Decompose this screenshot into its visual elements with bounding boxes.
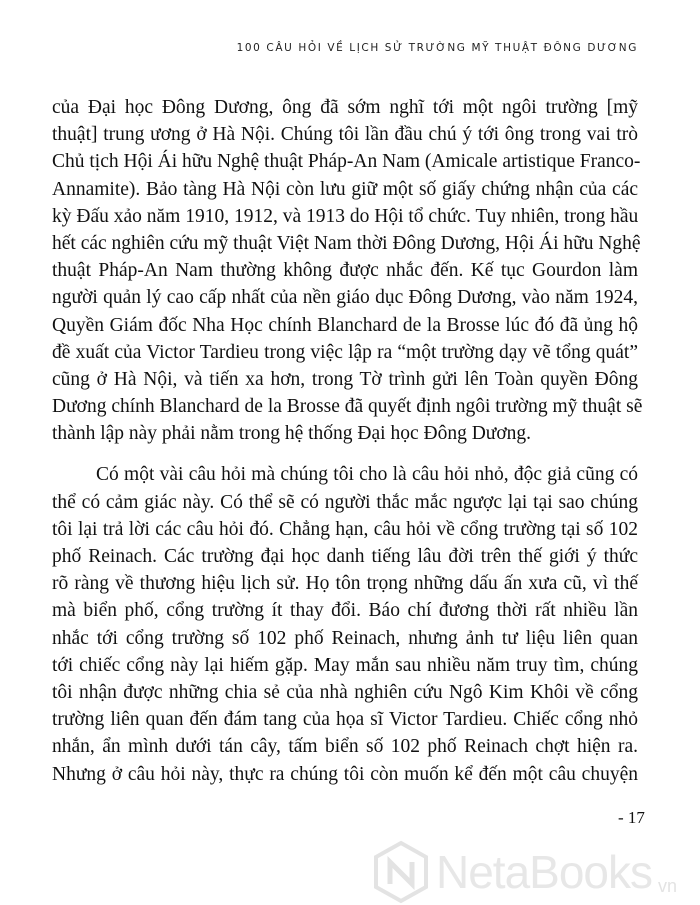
text-line: rõ ràng về thương hiệu lịch sử. Họ tôn trọng những dấu ấn xưa cũ, vì thế (52, 573, 638, 595)
text-line: thể có cảm giác này. Có thể sẽ có người thắc mắc ngược lại tại sao chúng (52, 491, 638, 513)
text-line: của Đại học Đông Dương, ông đã sớm nghĩ tới một ngôi trường [mỹ (52, 97, 638, 118)
text-line: thuật] trung ương ở Hà Nội. Chúng tôi lần đầu chú ý tới ông trong vai trò (52, 124, 638, 146)
text-line: mà biển phố, cổng trường ít thay đổi. Báo chí đương thời rất nhiều lần (52, 600, 638, 622)
text-line: thành lập này phải nằm trong hệ thống Đại học Đông Dương. (52, 423, 532, 445)
text-line: Quyền Giám đốc Nha Học chính Blanchard de la Brosse lúc đó đã ủng hộ (52, 314, 638, 336)
text-line: hết các nghiên cứu mỹ thuật Việt Nam thời Đông Dương, Hội Ái hữu Nghệ (52, 232, 641, 254)
text-line: nhắn, ẩn mình dưới tán cây, tấm biển số 102 phố Reinach chợt hiện ra. (52, 736, 638, 758)
text-line: Nhưng ở câu hỏi này, thực ra chúng tôi còn muốn kể đến một câu chuyện (52, 763, 638, 785)
text-line: phố Reinach. Các trường đại học danh tiếng lâu đời trên thế giới ý thức (52, 546, 638, 567)
text-line: trường liên quan đến đám tang của họa sĩ Victor Tardieu. Chiếc cổng nhỏ (52, 709, 638, 731)
text-line: tôi nhận được những chia sẻ của nhà nghiên cứu Ngô Kim Khôi về cổng (52, 681, 638, 703)
netabooks-logo-icon (372, 840, 430, 904)
text-line: Annamite). Bảo tàng Hà Nội còn lưu giữ một số giấy chứng nhận của các (52, 178, 638, 200)
watermark-suffix: vn (658, 876, 678, 896)
page-body (52, 94, 643, 802)
paragraph (52, 461, 638, 787)
text-line: Chủ tịch Hội Ái hữu Nghệ thuật Pháp-An Nam (Amicale artistique Franco- (52, 151, 641, 173)
text-line: kỳ Đấu xảo năm 1910, 1912, và 1913 do Hội tổ chức. Tuy nhiên, trong hầu (52, 205, 639, 227)
text-line: tới chiếc cổng này lại hiếm gặp. May mắn sau nhiều năm truy tìm, chúng (52, 654, 638, 676)
running-header: 100 CÂU HỎI VỀ LỊCH SỬ TRƯỜNG MỸ THUẬT ĐÔNG DƯƠNG (236, 42, 638, 54)
watermark-text: NetaBooks (436, 846, 653, 898)
text-line: tôi lại trả lời các câu hỏi đó. Chẳng hạn, câu hỏi về cổng trường tại số 102 (52, 518, 638, 540)
text-line: Có một vài câu hỏi mà chúng tôi cho là câu hỏi nhỏ, độc giả cũng có (96, 464, 638, 486)
text-line: Dương chính Blanchard de la Brosse đã quyết định ngôi trường mỹ thuật sẽ (52, 396, 643, 418)
text-line: thuật Pháp-An Nam thường không được nhắc đến. Kế tục Gourdon làm (52, 260, 638, 282)
page-number: - 17 (618, 808, 645, 827)
text-line: nhắc tới cổng trường số 102 phố Reinach, nhưng ảnh tư liệu liên quan (52, 627, 638, 649)
text-line: đề xuất của Victor Tardieu trong việc lập ra “một trường dạy vẽ tổng quát” (52, 341, 638, 363)
text-line: cũng ở Hà Nội, và tiến xa hơn, trong Tờ trình gửi lên Toàn quyền Đông (52, 368, 638, 390)
paragraph (52, 94, 643, 447)
netabooks-watermark (372, 840, 677, 904)
text-line: người quản lý cao cấp nhất của nền giáo dục Đông Dương, vào năm 1924, (52, 287, 638, 309)
